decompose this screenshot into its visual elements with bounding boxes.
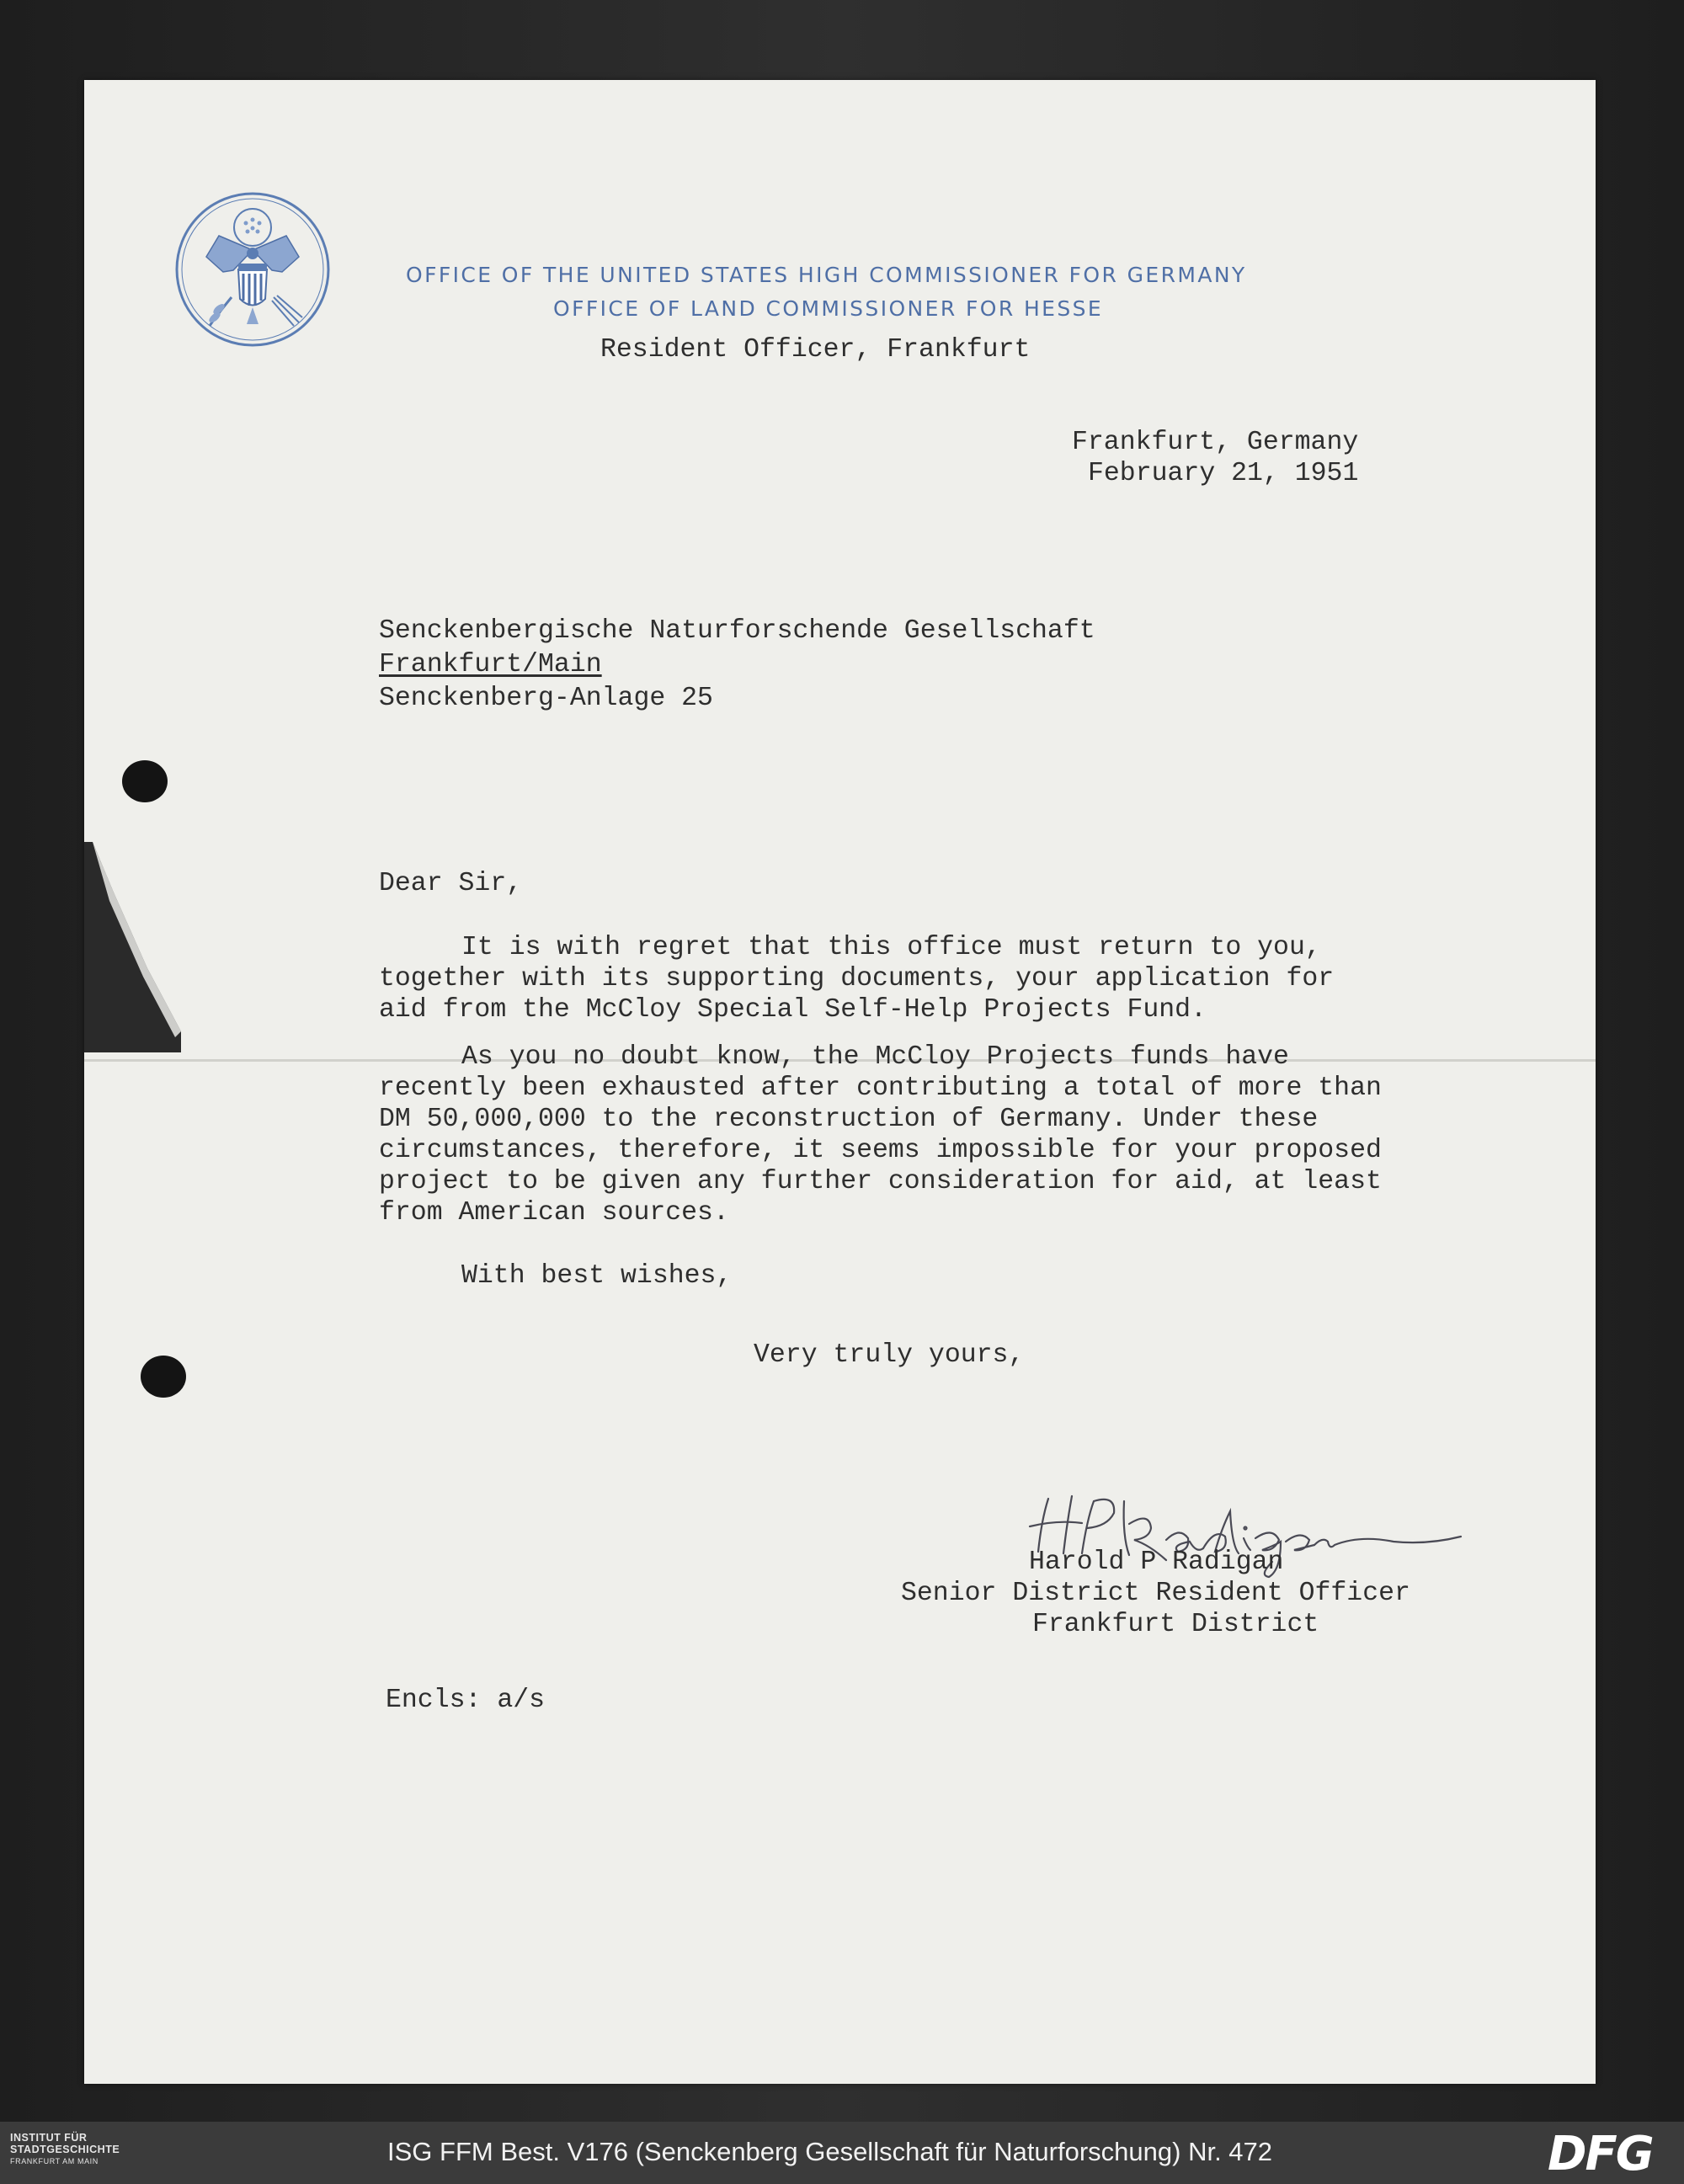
dateline-place: Frankfurt, Germany — [1072, 428, 1359, 457]
letterhead-line-3: Resident Officer, Frankfurt — [600, 335, 1031, 365]
institute-line-1: INSTITUT FÜR — [10, 2132, 88, 2144]
torn-corner — [84, 842, 181, 1052]
paragraph-2-line: As you no doubt know, the McCloy Projects funds have — [461, 1042, 1289, 1072]
closing: Very truly yours, — [754, 1340, 1025, 1370]
recipient-name: Senckenbergische Naturforschende Gesellschaft — [379, 616, 1095, 646]
paragraph-2-line: project to be given any further consideration for aid, at least — [379, 1167, 1382, 1196]
institute-line-2: STADTGESCHICHTE — [10, 2144, 120, 2155]
punch-hole-bottom — [141, 1356, 186, 1398]
paragraph-1-line: It is with regret that this office must return to you, — [461, 933, 1321, 962]
institute-logo — [10, 2132, 120, 2167]
paragraph-2-line: DM 50,000,000 to the reconstruction of Germany. Under these — [379, 1105, 1319, 1134]
signer-district: Frankfurt District — [1032, 1610, 1319, 1639]
paragraph-2-line: from American sources. — [379, 1198, 729, 1228]
paragraph-1-line: together with its supporting documents, your application for — [379, 964, 1335, 993]
institute-line-3: FRANKFURT AM MAIN — [10, 2157, 99, 2165]
signer-name: Harold P Radigan — [1029, 1547, 1284, 1577]
dfg-logo: DFG — [1548, 2127, 1653, 2181]
paragraph-2-line: circumstances, therefore, it seems impossible for your proposed — [379, 1136, 1382, 1165]
recipient-street: Senckenberg-Anlage 25 — [379, 684, 713, 713]
signer-title: Senior District Resident Officer — [901, 1579, 1410, 1608]
great-seal-icon — [173, 189, 333, 349]
archive-footer — [0, 2122, 1684, 2184]
best-wishes: With best wishes, — [461, 1261, 733, 1291]
dateline-date: February 21, 1951 — [1088, 459, 1359, 488]
salutation: Dear Sir, — [379, 869, 523, 898]
enclosure-note: Encls: a/s — [386, 1686, 546, 1715]
paragraph-1-line: aid from the McCloy Special Self-Help Projects Fund. — [379, 995, 1207, 1025]
letterhead-line-2: OFFICE OF LAND COMMISSIONER FOR HESSE — [553, 296, 1104, 321]
recipient-city: Frankfurt/Main — [379, 650, 602, 679]
archive-caption: ISG FFM Best. V176 (Senckenberg Gesellschaft für Naturforschung) Nr. 472 — [387, 2137, 1273, 2166]
paragraph-2-line: recently been exhausted after contributing a total of more than — [379, 1073, 1382, 1103]
punch-hole-top — [122, 760, 168, 802]
letterhead-line-1: OFFICE OF THE UNITED STATES HIGH COMMISSIONER FOR GERMANY — [406, 263, 1247, 287]
